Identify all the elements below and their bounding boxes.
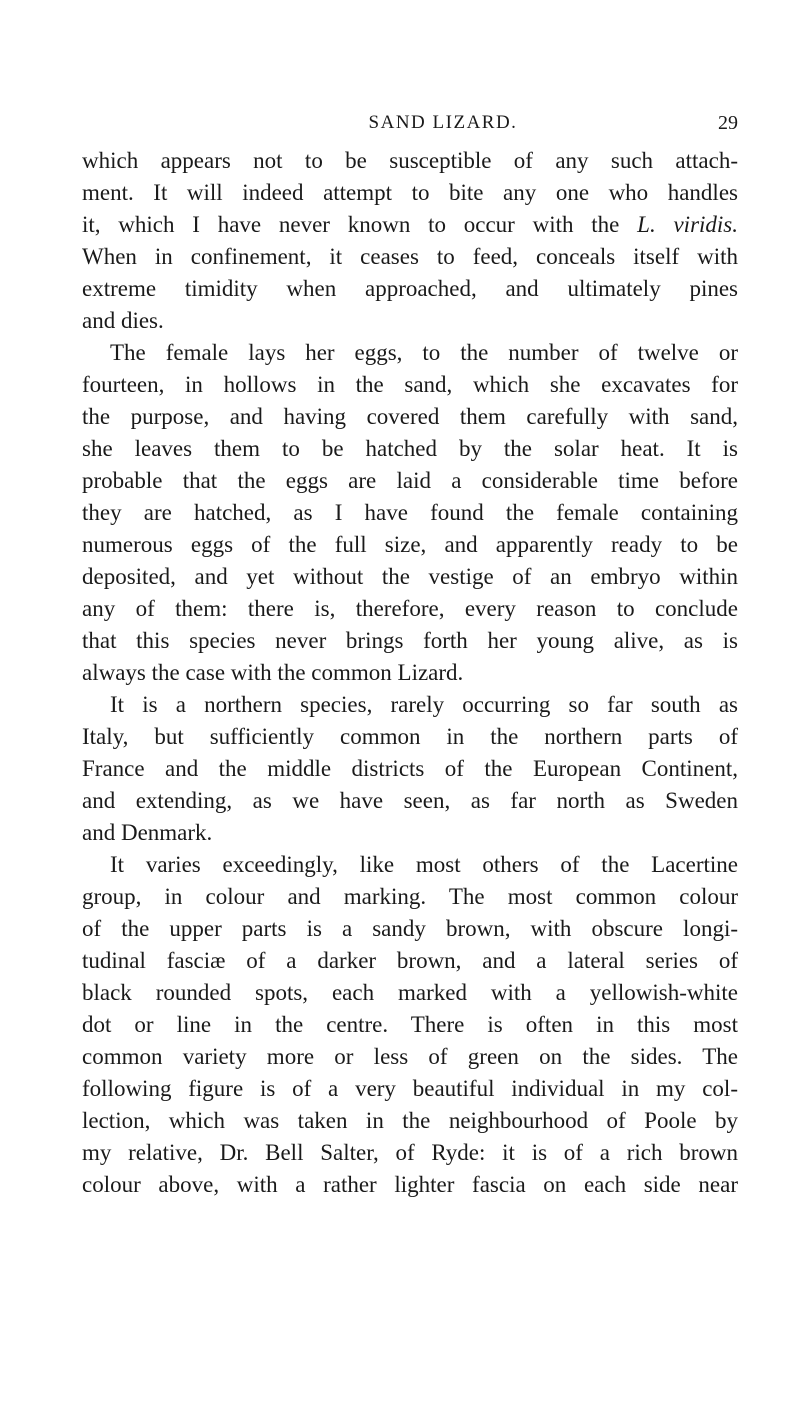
text-line bbox=[82, 209, 738, 241]
text-line: always the case with the common Lizard. bbox=[82, 660, 464, 685]
text-line: probable that the eggs are laid a considerable time before bbox=[82, 468, 738, 493]
text-line: and dies. bbox=[82, 308, 164, 333]
text-line: group, in colour and marking. The most common colour bbox=[82, 884, 738, 909]
text-line: that this species never brings forth her young alive, as is bbox=[82, 628, 738, 653]
text-line: they are hatched, as I have found the female containing bbox=[82, 500, 738, 525]
text-line: black rounded spots, each marked with a yellowish-white bbox=[82, 980, 738, 1005]
text-line: and extending, as we have seen, as far north as Sweden bbox=[82, 788, 738, 813]
page-number: 29 bbox=[718, 112, 738, 134]
text-line: The female lays her eggs, to the number of twelve or bbox=[110, 340, 738, 365]
text-line: she leaves them to be hatched by the solar heat. It is bbox=[82, 436, 738, 461]
text-line: France and the middle districts of the European Continent, bbox=[82, 756, 738, 781]
text-line: colour above, with a rather lighter fascia on each side near bbox=[82, 1172, 738, 1197]
text-line: and Denmark. bbox=[82, 820, 213, 845]
text-line: the purpose, and having covered them carefully with sand, bbox=[82, 404, 738, 429]
text-line: common variety more or less of green on the sides. The bbox=[82, 1044, 738, 1069]
running-head bbox=[148, 112, 738, 142]
text-line: dot or line in the centre. There is often in this most bbox=[82, 1012, 738, 1037]
text-line: lection, which was taken in the neighbourhood of Poole by bbox=[82, 1108, 738, 1133]
text-line: ment. It will indeed attempt to bite any one who handles bbox=[82, 180, 738, 205]
text-line: following figure is of a very beautiful individual in my col- bbox=[82, 1076, 738, 1101]
text-line: Italy, but sufficiently common in the northern parts of bbox=[82, 724, 738, 749]
text-line: tudinal fasciæ of a darker brown, and a lateral series of bbox=[82, 948, 738, 973]
text-line: numerous eggs of the full size, and apparently ready to be bbox=[82, 532, 738, 557]
text-line: deposited, and yet without the vestige of an embryo within bbox=[82, 564, 738, 589]
species-name: L. viridis. bbox=[637, 212, 738, 237]
text-line: extreme timidity when approached, and ultimately pines bbox=[82, 276, 738, 301]
text-line: of the upper parts is a sandy brown, with obscure longi- bbox=[82, 916, 738, 941]
text-line: fourteen, in hollows in the sand, which she excavates for bbox=[82, 372, 738, 397]
body-text bbox=[82, 145, 738, 1201]
text-line: It is a northern species, rarely occurring so far south as bbox=[110, 692, 738, 717]
running-title: SAND LIZARD. bbox=[368, 112, 518, 133]
text-line: which appears not to be susceptible of any such attach- bbox=[82, 148, 738, 173]
text-line: my relative, Dr. Bell Salter, of Ryde: it is of a rich brown bbox=[82, 1140, 738, 1165]
text-line: any of them: there is, therefore, every reason to conclude bbox=[82, 596, 738, 621]
text-line: It varies exceedingly, like most others of the Lacertine bbox=[110, 852, 738, 877]
text-line: When in confinement, it ceases to feed, conceals itself with bbox=[82, 244, 738, 269]
text-segment: it, which I have never known to occur with the bbox=[82, 212, 620, 237]
